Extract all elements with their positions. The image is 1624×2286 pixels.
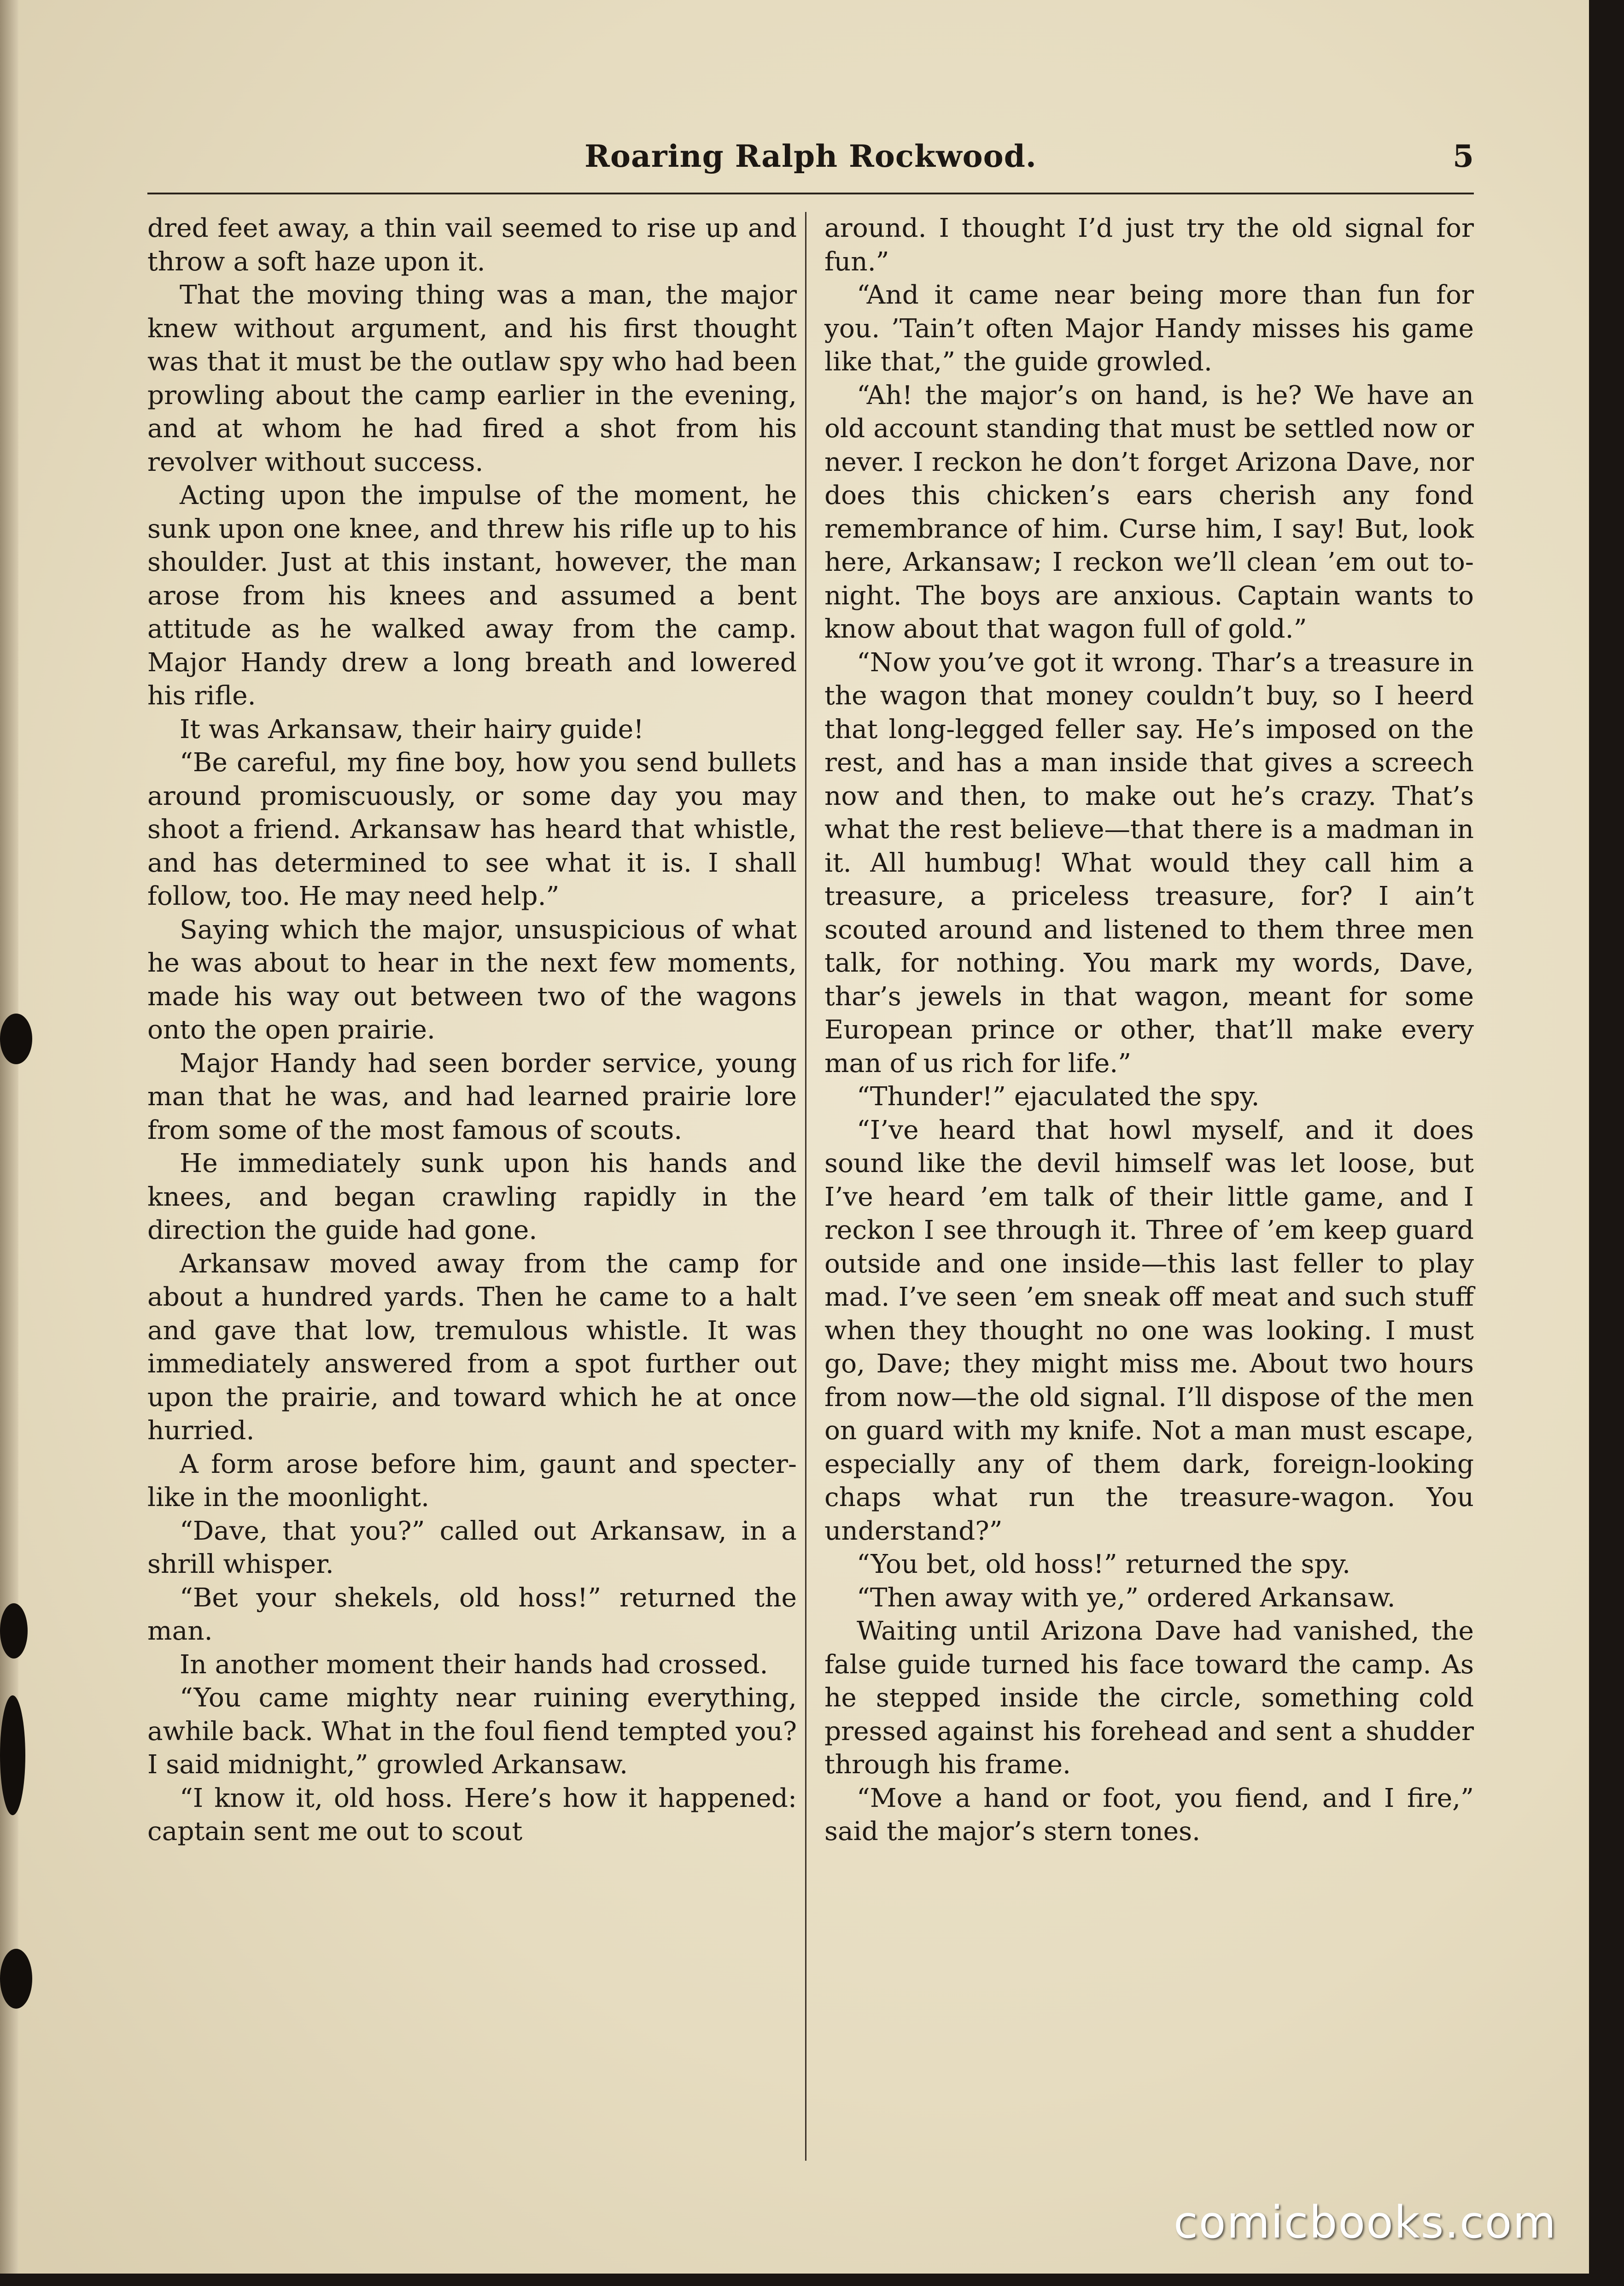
binding-hole — [0, 1695, 25, 1815]
column-divider — [805, 212, 806, 2161]
paragraph: He immediately sunk upon his hands and knees, and began crawling rapidly in the direction the guide had gone. — [147, 1149, 797, 1245]
paragraph: “Then away with ye,” ordered Arkansaw. — [857, 1583, 1396, 1613]
paragraph: “Dave, that you?” called out Arkansaw, in a shrill whisper. — [147, 1516, 797, 1579]
paragraph: Waiting until Arizona Dave had vanished, the false guide turned his face toward the camp. As he stepped inside the circle, something cold pressed against his forehead and sent a shudder through his frame. — [824, 1616, 1474, 1780]
header-rule — [147, 193, 1474, 194]
watermark: comicbooks.com — [1173, 2197, 1557, 2248]
paragraph: “Thunder!” ejaculated the spy. — [857, 1082, 1260, 1112]
paragraph: Saying which the major, unsuspicious of what he was about to hear in the next few moments, made his way out between two of the wagons onto the open prairie. — [147, 914, 797, 1045]
page-spine — [0, 0, 18, 2274]
paragraph: “And it came near being more than fun for you. ’Tain’t often Major Handy misses his game like that,” the guide growled. — [824, 280, 1474, 377]
paragraph: dred feet away, a thin vail seemed to rise up and throw a soft haze upon it. — [147, 213, 797, 277]
paragraph: “Bet your shekels, old hoss!” returned the man. — [147, 1583, 797, 1646]
paragraph: Major Handy had seen border service, young man that he was, and had learned prairie lore from some of the most famous of scouts. — [147, 1048, 797, 1145]
binding-hole — [0, 1014, 32, 1064]
paragraph: “Now you’ve got it wrong. Thar’s a treasure in the wagon that money couldn’t buy, so I heerd that long-legged feller say. He’s imposed on the rest, and has a man inside that gives a screech now and then, to make out he’s crazy. That’s what the rest believe—that there is a madman in it. All humbug! What would they call him a treasure, a priceless treasure, for? I ain’t scouted around and listened to them three men talk, for nothing. You mark my words, Dave, thar’s jewels in that wagon, meant for some European prince or other, that’ll make every man of us rich for life.” — [824, 647, 1474, 1079]
right-column — [824, 212, 1474, 1849]
paragraph: That the moving thing was a man, the major knew without argument, and his first thought was that it must be the outlaw spy who had been prowling about the camp earlier in the evening, and at whom he had fired a shot from his revolver without success. — [147, 280, 797, 477]
paragraph: “I’ve heard that howl myself, and it does sound like the devil himself was let loose, but I’ve heard ’em talk of their little game, and I reckon I see through it. Three of ’em keep guard outside and one inside—this last feller to play mad. I’ve seen ’em sneak off meat and such stuff when they thought no one was looking. I must go, Dave; they might miss me. About two hours from now—the old signal. I’ll dispose of the men on guard with my knife. Not a man must escape, especially any of them dark, foreign-looking chaps what run the treasure-wagon. You understand?” — [824, 1115, 1474, 1546]
paragraph: A form arose before him, gaunt and specter-like in the moonlight. — [147, 1449, 797, 1512]
paragraph: Acting upon the impulse of the moment, he sunk upon one knee, and threw his rifle up to his shoulder. Just at this instant, however, the man arose from his knees and assumed a bent attitude as he walked away from the camp. Major Handy drew a long breath and lowered his rifle. — [147, 481, 797, 711]
binding-hole — [0, 1949, 32, 2009]
page-header — [147, 138, 1474, 189]
paragraph: Arkansaw moved away from the camp for about a hundred yards. Then he came to a halt and gave that low, tremulous whistle. It was immediately answered from a spot further out upon the prairie, and toward which he at once hurried. — [147, 1249, 797, 1446]
paragraph: “Be careful, my fine boy, how you send bullets around promiscuously, or some day you may shoot a friend. Arkansaw has heard that whistle, and has determined to see what it is. I shall follow, too. He may need help.” — [147, 748, 797, 911]
binding-hole — [0, 1603, 28, 1659]
paragraph: “You came mighty near ruining everything, awhile back. What in the foul fiend tempted you? I said midnight,” growled Arkansaw. — [147, 1683, 797, 1780]
paragraph: In another moment their hands had crossed. — [180, 1649, 768, 1680]
paragraph: around. I thought I’d just try the old signal for fun.” — [824, 213, 1474, 277]
paragraph: “You bet, old hoss!” returned the spy. — [857, 1549, 1351, 1579]
left-column — [147, 212, 797, 1849]
paragraph: “Ah! the major’s on hand, is he? We have an old account standing that must be settled now or never. I reckon he don’t forget Arizona Dave, nor does this chicken’s ears cherish any fond remembrance of him. Curse him, I say! But, look here, Arkansaw; I reckon we’ll clean ’em out to-night. The boys are anxious. Captain wants to know about that wagon full of gold.” — [824, 380, 1474, 644]
page-number: 5 — [1453, 138, 1474, 174]
paragraph: “I know it, old hoss. Here’s how it happened: captain sent me out to scout — [147, 1783, 797, 1846]
running-title: Roaring Ralph Rockwood. — [584, 138, 1037, 174]
paragraph: “Move a hand or foot, you fiend, and I fire,” said the major’s stern tones. — [824, 1783, 1474, 1846]
paragraph: It was Arkansaw, their hairy guide! — [180, 714, 644, 744]
